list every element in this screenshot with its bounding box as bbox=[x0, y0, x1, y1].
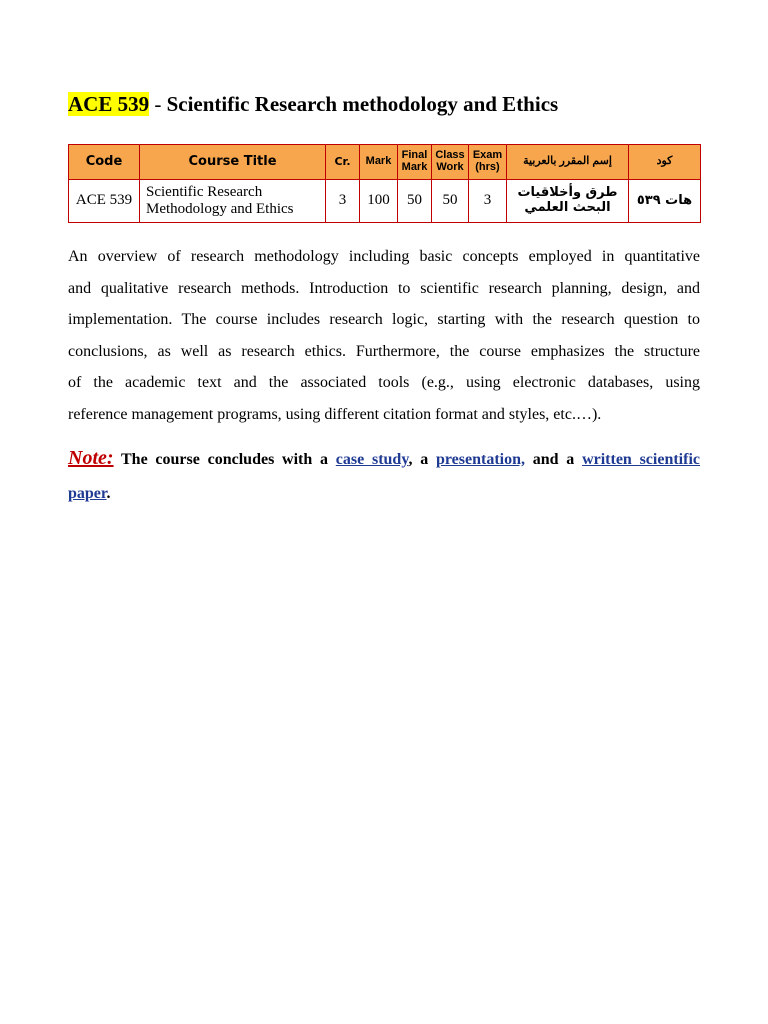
case-study-link[interactable]: case study bbox=[335, 451, 409, 468]
table-header-row bbox=[69, 145, 701, 180]
description-line: and qualitative research methods. Introduction to scientific research planning, design, and bbox=[68, 279, 700, 297]
description-line: of the academic text and the associated tools (e.g., using electronic databases, using bbox=[68, 374, 700, 391]
presentation-link[interactable]: presentation, bbox=[435, 451, 525, 468]
header-cr: Cr. bbox=[326, 145, 360, 180]
course-heading-title: Scientific Research methodology and Ethics bbox=[166, 92, 559, 116]
note-line-1 bbox=[68, 441, 700, 477]
description-line: An overview of research methodology including basic concepts employed in quantitative bbox=[68, 248, 700, 265]
note-text: and a bbox=[525, 451, 583, 468]
header-final-mark: Final Mark bbox=[398, 145, 432, 180]
course-note bbox=[68, 441, 700, 511]
table-row bbox=[69, 180, 701, 223]
header-exam-hrs: Exam (hrs) bbox=[469, 145, 507, 180]
written-scientific-paper-link[interactable]: written scientific bbox=[582, 451, 700, 468]
cell-exam-hrs: 3 bbox=[469, 180, 507, 223]
note-label: Note: bbox=[68, 447, 114, 469]
header-class-work: Class Work bbox=[432, 145, 469, 180]
cell-arabic-code: هات ٥٣٩ bbox=[629, 180, 701, 223]
note-text: . bbox=[106, 485, 111, 502]
description-line: implementation. The course includes research logic, starting with the research question to bbox=[68, 311, 700, 328]
cell-class-work: 50 bbox=[432, 180, 469, 223]
cell-code: ACE 539 bbox=[69, 180, 140, 223]
written-scientific-paper-link-cont[interactable]: paper bbox=[68, 485, 107, 502]
header-mark: Mark bbox=[360, 145, 398, 180]
course-table bbox=[68, 144, 701, 223]
course-heading bbox=[68, 92, 558, 117]
description-line: reference management programs, using different citation format and styles, etc.…). bbox=[68, 405, 602, 423]
cell-final-mark: 50 bbox=[398, 180, 432, 223]
header-code: Code bbox=[69, 145, 140, 180]
note-text: , a bbox=[408, 451, 436, 468]
note-line-2 bbox=[68, 477, 700, 511]
course-description bbox=[68, 241, 700, 430]
header-arabic-course-name: إسم المقرر بالعربية bbox=[507, 145, 629, 180]
cell-course-title: Scientific Research Methodology and Ethics bbox=[140, 180, 326, 223]
cell-cr: 3 bbox=[326, 180, 360, 223]
course-code-highlight: ACE 539 bbox=[68, 92, 150, 116]
header-arabic-code: كود bbox=[629, 145, 701, 180]
cell-mark: 100 bbox=[360, 180, 398, 223]
cell-arabic-course-name: طرق وأخلاقيات البحث العلمي bbox=[507, 180, 629, 223]
header-course-title: Course Title bbox=[140, 145, 326, 180]
description-line: conclusions, as well as research ethics. Furthermore, the course emphasizes the structure bbox=[68, 342, 700, 360]
note-text: The course concludes with a bbox=[113, 451, 336, 468]
heading-separator: - bbox=[149, 92, 167, 116]
